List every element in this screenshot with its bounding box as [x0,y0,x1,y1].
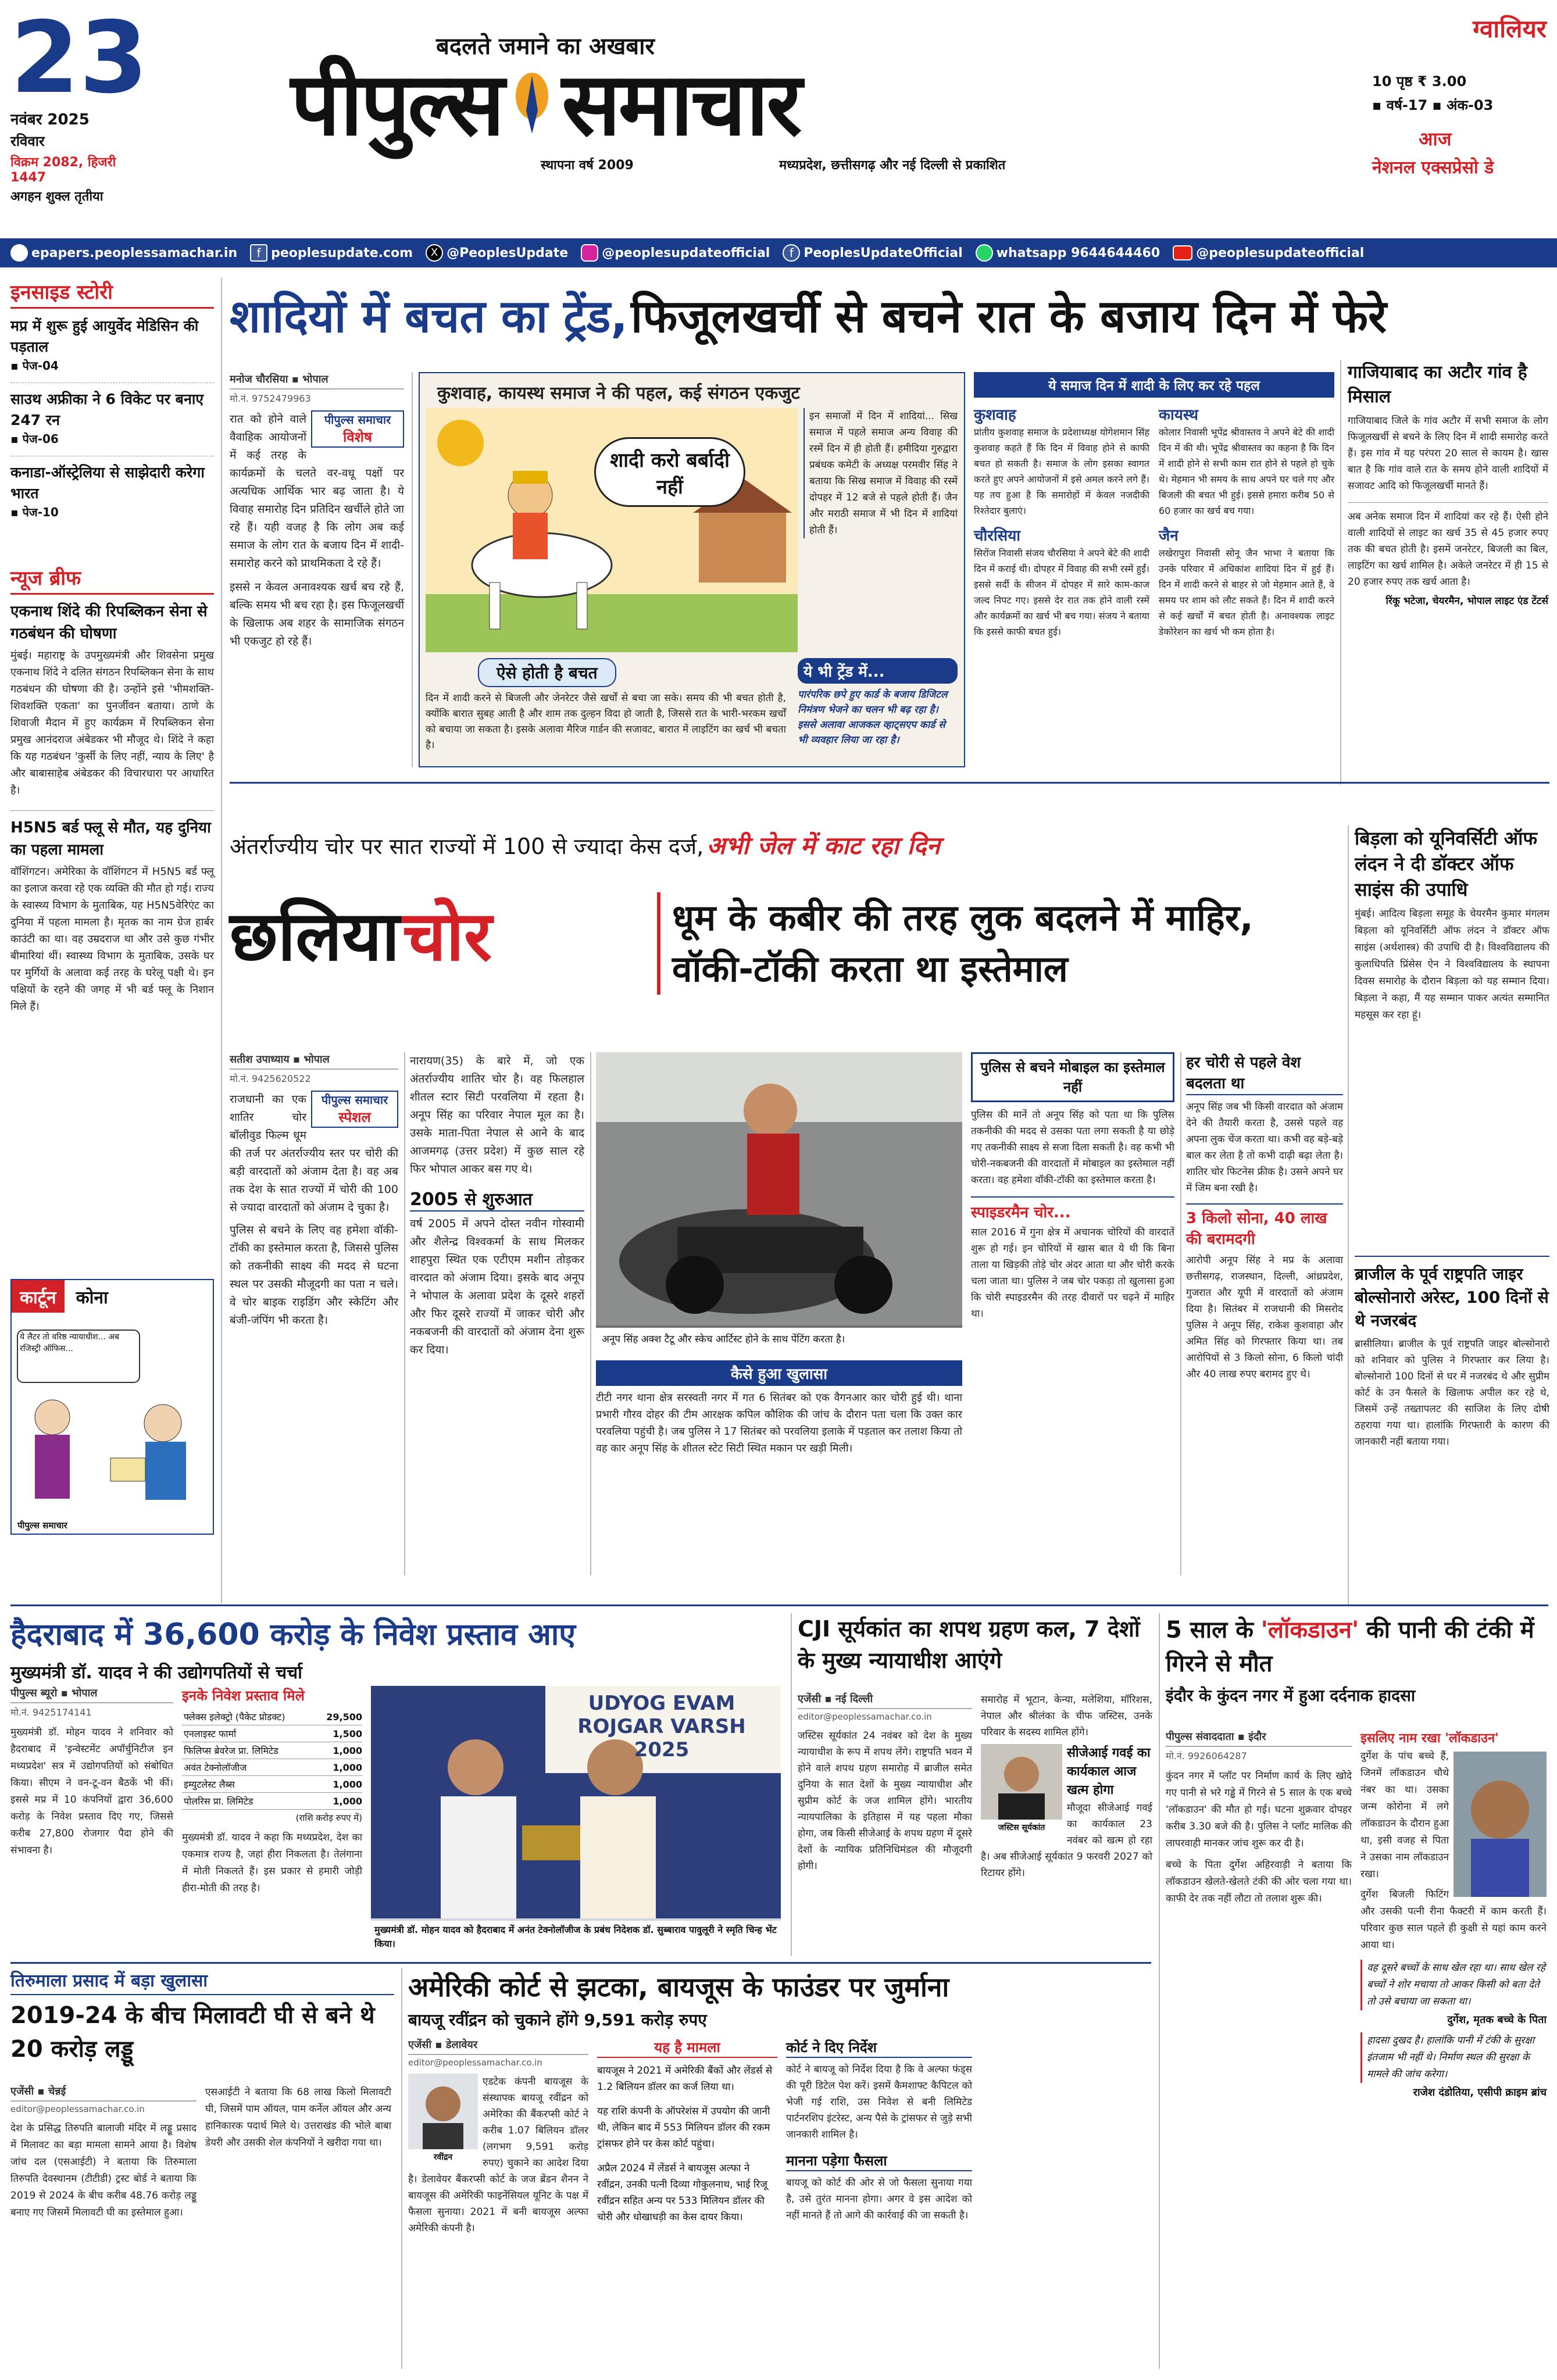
instagram-icon [581,244,598,262]
quote-author: रिंकू भटेजा, चेयरमैन, भोपाल लाइट एंड टेंटर्स [1385,595,1548,607]
newspaper-logo[interactable] [291,54,1163,155]
lead-headline-a: शादियों में बचत का ट्रेंड, [230,291,628,343]
published-from: मध्यप्रदेश, छत्तीसगढ़ और नई दिल्ली से प्रकाशित [779,158,1006,173]
community-item: कुशवाह प्रांतीय कुशवाह समाज के प्रदेशाध्यक्ष योगेशमान सिंह कुशवाह कहते हैं कि दिन में विवाह होने से काफी बचत हो सकती है। समाज के लोग इसका स्वागत करते हुए अपने आयोजनों में इसे अमल करने लगे हैं। यह तय हुआ है कि समारोहों में केवल नजदीकी रिश्तेदार बुलाएं। [974,406,1149,516]
pen-emblem-icon [506,70,558,140]
since-body: वर्ष 2005 में अपने दोस्त नवीन गोस्वामी और शैलेन्द्र विश्वकर्मा के साथ मिलकर शाहपुरा स्थित एक एटीएम मशीन तोड़कर वारदात को अंजाम दिया। इसके बाद अनूप ने भोपाल के अलावा प्रदेश के दूसरे शहरों और फिर दूसरे राज्यों में जाकर चोरी और नकबजनी की वारदातों को अंजाम देना शुरू कर दिया। [410,1217,584,1356]
facebook-icon: f [250,244,267,262]
email: editor@peoplessamachar.co.in [798,1711,932,1722]
lead-body: इससे न केवल अनावश्यक खर्च बच रहे हैं, बल्कि समय भी बच रहा है। इस फिजूलखर्ची के खिलाफ अब शहर के सामाजिक संगठन भी एकजुट हो रहे हैं। [230,581,404,648]
edition-block [1372,12,1547,186]
inside-story [10,278,214,520]
social-bar [0,238,1557,267]
byline: एजेंसी ▪ डेलावेयर [408,2038,588,2055]
mobile: मो.नं. 9926064287 [1166,1750,1247,1761]
thief-big-title: छलिया चोर [230,896,492,976]
x-icon: X [426,244,443,262]
since-title: 2005 से शुरुआत [410,1187,584,1212]
social-link[interactable]: f PeoplesUpdateOfficial [783,244,962,262]
cartoon-corner: कोना [76,1288,108,1308]
youtube-icon [1173,245,1192,260]
date-number: 23 [10,1,148,116]
brief-body: वॉशिंगटन। अमेरिका के वॉशिंगटन में H5N5 बर्ड फ्लू का इलाज करवा रहे एक व्यक्ति की मौत हो गई। राज्य के स्वास्थ्य विभाग के मुताबिक, यह H5N5वेरिएंट का दुनिया में पहला मामला है। मृतक का नाम ग्रेज हार्बर काउंटी का था। वह उम्रदराज था और उसे कुछ गंभीर बीमारियां थीं। स्वास्थ्य विभाग के मुताबिक, उसके घर पर मुर्गियों के अलावा कई तरह के घरेलू पक्षी थे। इन पक्षियों के रहने की जगह में भी बर्ड फ्लू के निशान मिले हैं। [10,866,214,1013]
brief-headline: H5N5 बर्ड फ्लू से मौत, यह दुनिया का पहला मामला [10,810,214,861]
brazil-story: ब्राजील के पूर्व राष्ट्रपति जाइर बोल्सोनारो अरेस्ट, 100 दिनों से थे नजरबंद ब्रासीलिया। ब्राजील के पूर्व राष्ट्रपति जाइर बोल्सोनारो को शनिवार को पुलिस ने गिरफ्तार कर लिया है। बोल्सोनारो 100 दिनों से घर में नजरबंद थे और सुप्रीम कोर्ट के उन फैसले के खिलाफ अपील कर रहे थे, जिसमें उन्हें तख्तापलट की साजिश के लिए दोषी ठहराया गया था। हालांकि गिरफ्तारी के कारण की जानकारी नहीं बताया गया। [1355,1256,1549,1450]
email: editor@peoplessamachar.co.in [408,2057,542,2068]
social-link[interactable]: whatsapp 9644644460 [976,244,1160,262]
date-vikram: विक्रम 2082, हिजरी 1447 [10,155,116,185]
table-row: फिलिप्स ब्रेवरेज प्रा. लिमिटेड 1,000 [182,1742,362,1759]
inside-item[interactable]: साउथ अफ्रीका ने 6 विकेट पर बनाए 247 रन ▪ पेज-06 [10,383,214,446]
table-row: इम्युटलेस्ट लैब्स 1,000 [182,1776,362,1793]
investment-table [182,1709,362,1810]
lockdown-story: 5 साल के 'लॉकडाउन' की पानी की टंकी में गिरने से मौत इंदौर के कुंदन नगर में हुआ दर्दनाक हादसा पीपुल्स संवाददाता ▪ इंदौर मो.नं. 9926064287 कुंदन नगर में प्लॉट पर निर्माण कार्य के लिए खोदे गए पानी से भरे गड्ढे में गिरने से 5 साल के एक बच्चे 'लॉकडाउन' की मौत हो गई। घटना शुक्रवार दोपहर करीब 3.30 बजे की है। पुलिस ने प्लॉट मालिक की लापरवाही मानकर जांच शुरू कर दी है। बच्चे के पिता दुर्गेश अहिरवाड़ी ने बताया कि लॉकडाउन खेलते-खेलते टंकी की ओर चला गया था। काफी देर तक नहीं लौटा तो तलाश शुरू की। इसलिए नाम रखा 'लॉकडाउन' दुर्गेश के पांच बच्चे हैं, जिनमें लॉकडाउन चौथे नंबर का था। उसका जन्म कोरोना में लगे लॉकडाउन के दौरान हुआ था, इसी वजह से पिता ने उसका नाम लॉकडाउन रखा। दुर्गेश बिजली फिटिंग और उसकी पत्नी रीना फैक्टरी में काम करती हैं। परिवार कुछ साल पहले ही कुक्षी से यहां काम करने आया था। वह दूसरे बच्चों के साथ खेल रहा था। साथ खेल रहे बच्चों ने शोर मचाया तो आकर किसी को बता देते तो उसे बचाया जा सकता था। दुर्गेश, मृतक बच्चे के पिता हादसा दुखद है। हालांकि पानी में टंकी के सुरक्षा इंतजाम भी नहीं थे। निर्माण स्थल की सुरक्षा के मामले की जांच करेगा। राजेश दंडोतिया, एसीपी क्राइम ब्रांच [1166,1617,1547,2099]
today-label: आज [1419,128,1452,150]
inside-title: इनसाइड स्टोरी [10,278,214,309]
lead-headline-b: फिजूलखर्ची से बचने रात के बजाय दिन में फेरे [630,291,1387,343]
cartoon-bubble: ये लैटर तो वरिष्ठ न्यायाधीश... अब रजिस्ट्री ऑफिस... [20,1332,120,1353]
thief-photo-caption: अनूप सिंह अक्श टैटू और स्केच आर्टिस्ट होने के साथ पेंटिंग करता है। [596,1328,962,1355]
table-row: पोलरिस प्रा. लिमिटेड 1,000 [182,1793,362,1810]
logo-title-left: पीपुल्स [291,54,503,155]
thief-body: नारायण(35) के बारे में, जो एक अंतर्राज्यीय शातिर चोर है। वह फिलहाल शीतल स्टार सिटी परवलिया में रहता है। अनूप सिंह का परिवार नेपाल मूल का है। उसके माता-पिता नेपाल से आने के बाद आजमगढ़ (उत्तर प्रदेश) में कुछ साल रहे फिर भोपाल आकर बस गए थे। [410,1055,584,1175]
list-item: बायजूस ने 2021 में अमेरिकी बैंकों और लेंडर्स से 1.2 बिलियन डॉलर का कर्ज लिया था। [597,2065,773,2093]
thief-col1 [230,1052,398,1330]
ghaziabad-note: अब अनेक समाज दिन में शादियां कर रहे हैं। ऐसी होने वाली शादियों से लाइट का खर्च 35 से 45 हजार रुपए तक की बचत होती है। इसमें जनरेटर, बिजली का बिल, लाइटिंग का खर्च शामिल है। अकेले जनरेटर में ही 15 से 20 हजार रुपए तक खर्च आता है। [1348,502,1548,590]
lead-col1 [230,372,404,651]
byline: एजेंसी ▪ नई दिल्ली [798,1692,972,1709]
year-issue: ▪ वर्ष-17 ▪ अंक-03 [1372,97,1494,113]
social-link[interactable]: epapers.peoplessamachar.in [10,244,237,262]
thief-body: पुलिस से बचने के लिए वह हमेशा वॉकी-टॉकी का इस्तेमाल करता है, जिससे पुलिस को तकनीकी साक्ष्य की मदद से घटना स्थल पर उसकी मौजूदगी का पता न चले। वे चोर बाइक राइडिंग और स्केटिंग और बंजी-जंपिंग भी करता है। [230,1224,398,1327]
whatsapp-icon [976,244,993,262]
mobile: मो.नं. 9425174141 [10,1707,92,1718]
social-link[interactable]: @peoplesupdateofficial [1173,245,1364,260]
mobile: मो.नं. 9752479963 [230,393,311,404]
child-portrait [1454,1752,1547,1897]
edition-city: ग्वालियर [1473,15,1547,43]
email: editor@peoplessamachar.co.in [10,2104,145,2114]
cji-portrait [981,1744,1062,1820]
founder-portrait [408,2074,478,2149]
byjus-story: अमेरिकी कोर्ट से झटका, बायजूस के फाउंडर पर जुर्माना बायजू रवींद्रन को चुकाने होंगे 9,591 करोड़ रुपए एजेंसी ▪ डेलावेयर editor@peoplessamachar.co.in रवींद्रन एडटेक कंपनी बायजूस के संस्थापक बायजू रवींद्रन को अमेरिका की बैंकरप्सी कोर्ट ने करीब 1.07 बिलियन डॉलर (लगभग 9,591 करोड़ रुपए) चुकाने का आदेश दिया है। डेलावेयर बैंकरप्सी कोर्ट के जज ब्रेंडन शैनन ने बायजूस की अमेरिकी फाइनेंसियल यूनिट के पक्ष में फैसला सुनाया। 2021 में बनी बायजूस अल्फा अमेरिकी कंपनी है। यह है मामला बायजूस ने 2021 में अमेरिकी बैंकों और लेंडर्स से 1.2 बिलियन डॉलर का कर्ज लिया था। यह राशि कंपनी के ऑपरेशंस में उपयोग की जानी थी, लेकिन बाद में 553 मिलियन डॉलर की रकम ट्रांसफर होने पर केस कोर्ट पहुंचा। अप्रैल 2024 में लेंडर्स ने बायजूस अल्फा ने रवींद्रन, उनकी पत्नी दिव्या गोकुलनाथ, भाई रिजू रवींद्रन सहित अन्य पर 533 मिलियन डॉलर की चोरी और धोखाधड़ी का केस दायर किया। कोर्ट ने दिए निर्देश कोर्ट ने बायजू को निर्देश दिया है कि वे अल्फा फंड्स की पूरी डिटेल पेश करें। इसमें कैमशाफ्ट कैपिटल को भेजी गई राशि, उस निवेश से बनी लिमिटेड पार्टनरशिप इंटरेस्ट, अन्य पैसे के ट्रांसफर से जुड़े सभी जानकारी शामिल है। मानना पड़ेगा फैसला बायजू को कोर्ट की ओर से जो फैसला सुनाया गया है, उसे तुरंत मानना होगा। अगर वे इस आदेश को नहीं मानते हैं तो आगे की कार्रवाई की जा सकती है। [408,1971,972,2234]
thief-col2 [410,1052,584,1359]
date-block [10,1,148,204]
lead-headline [230,276,1549,358]
thief-photo-image [596,1052,962,1325]
graphic-title: कुशवाह, कायस्थ समाज ने की पहल, कई संगठन एकजुट [437,383,800,403]
thief-photo [596,1052,962,1355]
mobile: मो.नं. 9425620522 [230,1073,311,1084]
news-brief-title: न्यूज ब्रीफ [10,564,214,595]
thief-kicker-a: अंतर्राज्यीय चोर पर सात राज्यों में 100 से ज्यादा केस दर्ज, [230,834,704,859]
logo-title-right: समाचार [562,54,800,155]
ghaziabad-story [1348,360,1548,607]
lead-graphic [419,372,965,767]
ghaziabad-body: गाजियाबाद जिले के गांव अटौर में सभी समाज के लोग फिजूलखर्ची से बचने के लिए दिन में शादी समारोह करते हैं। इस गांव में यह परंपरा 20 साल से कायम है। खास बात है कि गांव वाले रात के समय होने वाली शादियों में सजावट आदि को फिजूलखर्ची मानते हैं। [1348,415,1548,492]
cartoon-label: कार्टून [12,1280,65,1313]
byline: पीपुल्स ब्यूरो ▪ भोपाल [10,1686,173,1703]
ghaziabad-headline: गाजियाबाद का अटौर गांव है मिसाल [1348,362,1527,407]
special-badge: पीपुल्स समाचार स्पेशल [311,1091,398,1128]
communities-box [974,372,1334,639]
byline: मनोज चौरसिया ▪ भोपाल [230,372,404,389]
social-link[interactable]: f peoplesupdate.com [250,244,413,262]
social-link[interactable]: X @PeoplesUpdate [426,244,568,262]
date-month: नवंबर 2025 [10,111,90,128]
child-photo [1454,1752,1547,1897]
tagline: बदलते जमाने का अखबार [436,33,655,60]
brief-body: मुंबई। महाराष्ट्र के उपमुख्यमंत्री और शिवसेना प्रमुख एकनाथ शिंदे ने दलित संगठन रिपब्लिकन सेना के साथ गठबंधन की घोषणा की है। उन्होंने इसे 'भीमशक्ति-शिवशक्ति एकता' का पुनर्जीवन बताया। ठाणे के शिवाजी मैदान में हुए कार्यक्रम में रिपब्लिकन सेना प्रमुख आनंदराज अंबेडकर भी मौजूद थे। शिंदे ने कहा कि यह गठबंधन 'कुर्सी के लिए नहीं, न्याय के लिए' है और बाबासाहेब अंबेडकर की विचारधारा पर आधारित है। [10,649,214,796]
byjus-photo: रवींद्रन [408,2074,478,2163]
globe-icon [10,244,28,262]
special-badge: पीपुल्स समाचार विशेष [311,410,404,448]
lead-body: रात को होने वाले वैवाहिक आयोजनों में कई तरह के कार्यक्रमों के चलते वर-वधू पक्षों पर अत्यधिक आर्थिक भार बढ़ जाता है। ये विवाह समारोह दिन प्रतिदिन खर्चीले होते जा रहे हैं। यही वजह है कि लोग अब कई समाज के लोग रात के बजाय दिन में शादी-समारोह करने को प्राथमिकता दे रहे हैं। [230,413,404,570]
cji-photo: जस्टिस सूर्यकांत [981,1744,1062,1833]
graphic-body: इन समाजों में दिन में शादियां... सिख समाज में पहले समाज अन्य विवाह की रस्में दिन में ही होती हैं। हमीदिया गुरुद्वारा प्रबंधक कमेटी के अध्यक्ष परमवीर सिंह ने बताया कि सिख समाज में विवाह की रस्में दोपहर में 12 बजे से पहले होती हैं। जैन और मराठी समाज में भी दिन में शादियां होती हैं। [804,408,958,538]
thief-kicker-b: अभी जेल में काट रहा दिन [706,831,940,860]
look-box: हर चोरी से पहले वेश बदलता था अनूप सिंह जब भी किसी वारदात को अंजाम देने की तैयारी करता है, उससे पहले वह अपना लुक चेंज करता था। कभी वह बड़े-बड़े बाल कर लेता है तो कभी दाढ़ी बढ़ा लेता है। शातिर चोर फिटनेस फ्रीक है। उसने अपने घर में जिम बना रखी है। 3 किलो सोना, 40 लाख की बरामदगी आरोपी अनूप सिंह ने मप्र के अलावा छत्तीसगढ़, राजस्थान, दिल्ली, आंध्रप्रदेश, गुजरात और यूपी में वारदातों को अंजाम दिया है। सितंबर में राजधानी की मिसरोद पुलिस ने अनूप सिंह, राकेश कुशवाहा और अमित सिंह को गिरफ्तार किया था। तब आरोपियों से 3 किलो सोना, 6 किलो चांदी और 40 लाख रुपए बरामद हुए थे। [1186,1052,1343,1382]
facebook-icon: f [783,244,800,262]
how-saving-box: ऐसे होती है बचत दिन में शादी करने से बिजली और जेनरेटर जैसे खर्चों से बचा जा सके। समय की भी बचत होती है, क्योंकि बारात सुबह आती है और शाम तक दुल्हन विदा हो जाती है, जिससे रात के भारी-भरकम खर्चों को बचाया जा सकता है। इसके अलावा मैरिज गार्डन की सजावट, बारात में लाइटिंग का खर्च भी बचता है। [426,658,786,753]
social-link[interactable]: @peoplesupdateofficial [581,244,770,262]
date-weekday: रविवार [10,133,45,149]
pages-price: 10 पृष्ठ ₹ 3.00 [1372,73,1467,90]
thief-body: राजधानी का एक शातिर चोर बॉलीवुड फिल्म धूम की तर्ज पर अंतर्राज्यीय स्तर पर चोरी की बड़ी वारदातों को अंजाम देता है। वह अब तक देश के सात राज्यों में चोरी की 100 से ज्यादा वारदातों को अंजाम दे चुका है। [230,1093,398,1214]
inside-item[interactable]: कनाडा-ऑस्ट्रेलिया से साझेदारी करेगा भारत ▪ पेज-10 [10,456,214,520]
tirumala-story: तिरुमाला प्रसाद में बड़ा खुलासा 2019-24 के बीच मिलावटी घी से बने थे 20 करोड़ लड्डू एजेंसी ▪ चेन्नई editor@peoplessamachar.co.in देश के प्रसिद्ध तिरुपति बालाजी मंदिर में लड्डू प्रसाद में मिलावट का बड़ा मामला सामने आया है। विशेष जांच दल (एसआईटी) ने बताया कि तिरुमाला तिरुपति देवस्थानम (टीटीडी) ट्रस्ट बोर्ड ने बताया कि 2019 से 2024 के बीच करीब 48.76 करोड़ लड्डू बनाए गए जिसमें मिलावटी घी का इस्तेमाल हुआ। एसआईटी ने बताया कि 68 लाख किलो मिलावटी घी, जिसमें पाम ऑयल, पाम कर्नेल ऑयल और अन्य हानिकारक पदार्थ मिले थे। उत्तराखंड की भोले बाबा डेयरी और उसकी शेल कंपनियों ने खरीदा गया था। [10,1968,394,2369]
hyderabad-story: हैदराबाद में 36,600 करोड़ के निवेश प्रस्ताव आए मुख्यमंत्री डॉ. यादव ने की उद्योगपतियों से चर्चा पीपुल्स ब्यूरो ▪ भोपाल मो.नं. 9425174141 मुख्यमंत्री डॉ. मोहन यादव ने शनिवार को हैदराबाद में 'इन्वेस्टमेंट अपॉर्चुनिटीज इन मध्यप्रदेश' सत्र में उद्योगपतियों को संबोधित किया। सीएम ने वन-टू-वन बैठकें भी कीं। इससे मप्र में 10 कंपनियों द्वारा 36,600 करोड़ के निवेश प्रस्ताव दिए गए, जिससे करीब 27,800 रोजगार पैदा होने की संभावना है। इनके निवेश प्रस्ताव मिले फ्लेक्स इलेक्ट्रो (पैकेट प्रोडक्ट) 29,500 एनलाइस्ट फार्मा 1,500 फिलिप्स ब्रेवरेज प्रा. लिमिटेड 1,000 अवंत टेक्नोलॉजीज 1,000 इम्युटलेस्ट लैब्स 1,000 पोलरिस प्रा. लिमिटेड 1,000 (राशि करोड़ रुपए में) मुख्यमंत्री डॉ. यादव ने कहा कि मध्यप्रदेश, देश का एकमात्र राज्य है, जहां हीरा निकलता है। तेलंगाना में मोती निकलते हैं। इस प्रकार से हमारी जोड़ी हीरा-मोती की तरह है। UDYOG EVAM ROJGAR VARSH 2025 मुख्यमंत्री डॉ. मोहन यादव को हैदराबाद में अनंत टेक्नोलॉजीज के प्रबंध निदेशक डॉ. सुब्बाराव पावुलूरी ने स्मृति चिन्ह भेंट किया। [10,1613,784,1956]
cartoon-box [10,1279,214,1535]
cartoon-caption: पीपुल्स समाचार [17,1520,67,1531]
graphic-speech-bubble: शादी करो बर्बादी नहीं [594,437,745,507]
thief-headline: धूम के कबीर की तरह लुक बदलने में माहिर, वॉकी-टॉकी करता था इस्तेमाल [657,892,1331,995]
communities-title: ये समाज दिन में शादी के लिए कर रहे पहल [974,372,1334,398]
list-item: अप्रैल 2024 में लेंडर्स ने बायजूस अल्फा ने रवींद्रन, उनकी पत्नी दिव्या गोकुलनाथ, भाई रिजू रवींद्रन सहित अन्य पर 533 मिलियन डॉलर की चोरी और धोखाधड़ी का केस दायर किया। [597,2163,767,2223]
photo-caption: मुख्यमंत्री डॉ. मोहन यादव को हैदराबाद में अनंत टेक्नोलॉजीज के प्रबंध निदेशक डॉ. सुब्बाराव पावुलूरी ने स्मृति चिन्ह भेंट किया। [371,1921,781,1953]
hyderabad-photo [371,1686,781,1953]
thief-kicker [230,828,1334,862]
community-item: जैन लखेरापुरा निवासी सोनू जैन भाभा ने बताया कि उनके परिवार में अधिकांश शादियां दिन में हुई हैं। दिन में शादी करने से बाहर से जो मेहमान आते हैं, वे समय पर शाम को लौट सकते हैं। दिन में शादी करने से कई खर्चों में बचत होती है। अनावश्यक लाइट डेकोरेशन का खर्च भी कम होता है। [1159,527,1334,637]
community-item: चौरसिया सिरोंज निवासी संजय चौरसिया ने अपने बेटे की शादी दिन में कराई थी। दोपहर में विवाह की सभी रस्में हुईं। इससे सर्दी के सीजन में दोपहर में सारे काम-काज जल्द निपट गए। इससे देर रात तक होने वाली रस्में और कार्यक्रमों का खर्च भी बच गया। संजय ने बताया कि इससे काफी बचत हुई। [974,527,1149,637]
police-box: पुलिस से बचने मोबाइल का इस्तेमाल नहीं पुलिस की मानें तो अनूप सिंह को पता था कि पुलिस तकनीकी की मदद से उसका पता लगा सकती है या छोड़े गए तकनीकी साक्ष्य से सजा दिला सकती है। वह कभी भी चोरी-नकबजनी की वारदातों में मोबाइल का इस्तेमाल नहीं करता। वह हमेशा वॉकी-टॉकी का इस्तेमाल करता है। स्पाइडरमैन चोर... साल 2016 में गुना क्षेत्र में अचानक चोरियों की वारदातें शुरू हो गई। इन चोरियों में खास बात ये थी कि बिना ताला या खिड़की तोड़े चोर अंदर आता था और चोरी करके चला जाता था। पुलिस ने जब चोर पकड़ा तो खुलासा हुआ कि चोरी स्पाइडरमैन की तरह दीवारों पर चढ़ने में माहिर था। [971,1052,1174,1322]
investment-table-title: इनके निवेश प्रस्ताव मिले [182,1688,305,1704]
table-row: अवंत टेक्नोलॉजीज 1,000 [182,1759,362,1776]
inside-item[interactable]: मप्र में शुरू हुई आयुर्वेद मेडिसिन की पड़ताल ▪ पेज-04 [10,317,199,373]
photo-banner: UDYOG EVAM ROJGAR VARSH 2025 [577,1692,746,1761]
table-row: एनलाइस्ट फार्मा 1,500 [182,1725,362,1742]
news-brief [10,564,214,1015]
trend-box: ये भी ट्रेंड में... पारंपरिक छपे हुए कार्ड के बजाय डिजिटल निमंत्रण भेजने का चलन भी बढ़ रहा है। इससे अलावा आजकल व्हाट्सएप कार्ड से भी व्यवहार लिया जा रहा है। [798,658,958,748]
reveal-box: कैसे हुआ खुलासा टीटी नगर थाना क्षेत्र सरस्वती नगर में गत 6 सितंबर को एक वैगनआर कार चोरी हुई थी। थाना प्रभारी गौरव दोहर की टीम आरक्षक कपिल कौशिक की जांच के दौरान पता चला कि उक्त कार परवलिया पहुंची है। जब पुलिस ने 17 सितंबर को परवलिया इलाके में पड़ताल कर तलाश किया तो वह कार अनूप सिंह के शीतल स्टेट सिटी स्थित मकान पर खड़ी मिली। [596,1360,962,1457]
today-value: नेशनल एक्सप्रेसो डे [1372,158,1494,178]
byline: पीपुल्स संवाददाता ▪ इंदौर [1166,1729,1352,1747]
cji-story: CJI सूर्यकांत का शपथ ग्रहण कल, 7 देशों के मुख्य न्यायाधीश आएंगे एजेंसी ▪ नई दिल्ली editor@peoplessamachar.co.in जस्टिस सूर्यकांत 24 नवंबर को देश के मुख्य न्यायाधीश के रूप में शपथ लेंगे। राष्ट्रपति भवन में होने वाले शपथ ग्रहण समारोह में ब्राजील समेत दुनिया के सात देशों के मुख्य न्यायाधीश और सुप्रीम कोर्ट के जज शामिल होंगे। भारतीय न्यायपालिका के इतिहास में यह पहला मौका होगा, जब किसी सीजेआई के शपथ ग्रहण में दूसरे देशों के न्यायिक प्रतिनिधिमंडल की मौजूदगी होगी। समारोह में भूटान, केन्या, मलेशिया, मॉरिशस, नेपाल और श्रीलंका के चीफ जस्टिस, उनके परिवार के सदस्य शामिल होंगे। जस्टिस सूर्यकांत सीजेआई गवई का कार्यकाल आज खत्म होगा मौजूदा सीजेआई गवई का कार्यकाल 23 नवंबर को खत्म हो रहा है। अब सीजेआई सूर्यकांत 9 फरवरी 2027 को रिटायर होंगे। [798,1616,1152,1879]
community-item: कायस्थ कोलार निवासी भूपेंद्र श्रीवास्तव ने अपने बेटे की शादी दिन में की थी। भूपेंद्र श्रीवास्तव का कहना है कि दिन में शादी होने से सभी काम रात होने से पहले हो चुके थे। मेहमान भी समय के साथ अपने घर चले गए और बिजली की बचत भी हुई। इससे हमारा करीब 50 से 60 हजार का खर्च बच गया। [1159,406,1334,516]
date-tithi: अगहन शुक्ल तृतीया [10,190,103,204]
byline: एजेंसी ▪ चेन्नई [10,2084,197,2102]
birla-story: बिड़ला को यूनिवर्सिटी ऑफ लंदन ने दी डॉक्टर ऑफ साइंस की उपाधि मुंबई। आदित्य बिड़ला समूह के चेयरमैन कुमार मंगलम बिड़ला को यूनिवर्सिटी ऑफ लंदन ने डॉक्टर ऑफ साइंस (अर्थशास्त्र) की उपाधि दी है। विश्वविद्यालय की कुलाधिपति प्रिंसेस ऐन ने विश्वविद्यालय के स्थापना दिवस समारोह के दौरान बिड़ला को यह सम्मान दिया। बिड़ला ने कहा, मैं यह सम्मान पाकर अत्यंत सम्मानित महसूस कर रहा हूं। [1355,827,1549,1021]
list-item: यह राशि कंपनी के ऑपरेशंस में उपयोग की जानी थी, लेकिन बाद में 553 मिलियन डॉलर की रकम ट्रांसफर होने पर केस कोर्ट पहुंचा। [597,2106,770,2150]
brief-headline: एकनाथ शिंदे की रिपब्लिकन सेना से गठबंधन की घोषणा [10,603,208,642]
byline: सतीश उपाध्याय ▪ भोपाल [230,1052,398,1070]
table-row: फ्लेक्स इलेक्ट्रो (पैकेट प्रोडक्ट) 29,500 [182,1709,362,1725]
established: स्थापना वर्ष 2009 [541,158,634,173]
